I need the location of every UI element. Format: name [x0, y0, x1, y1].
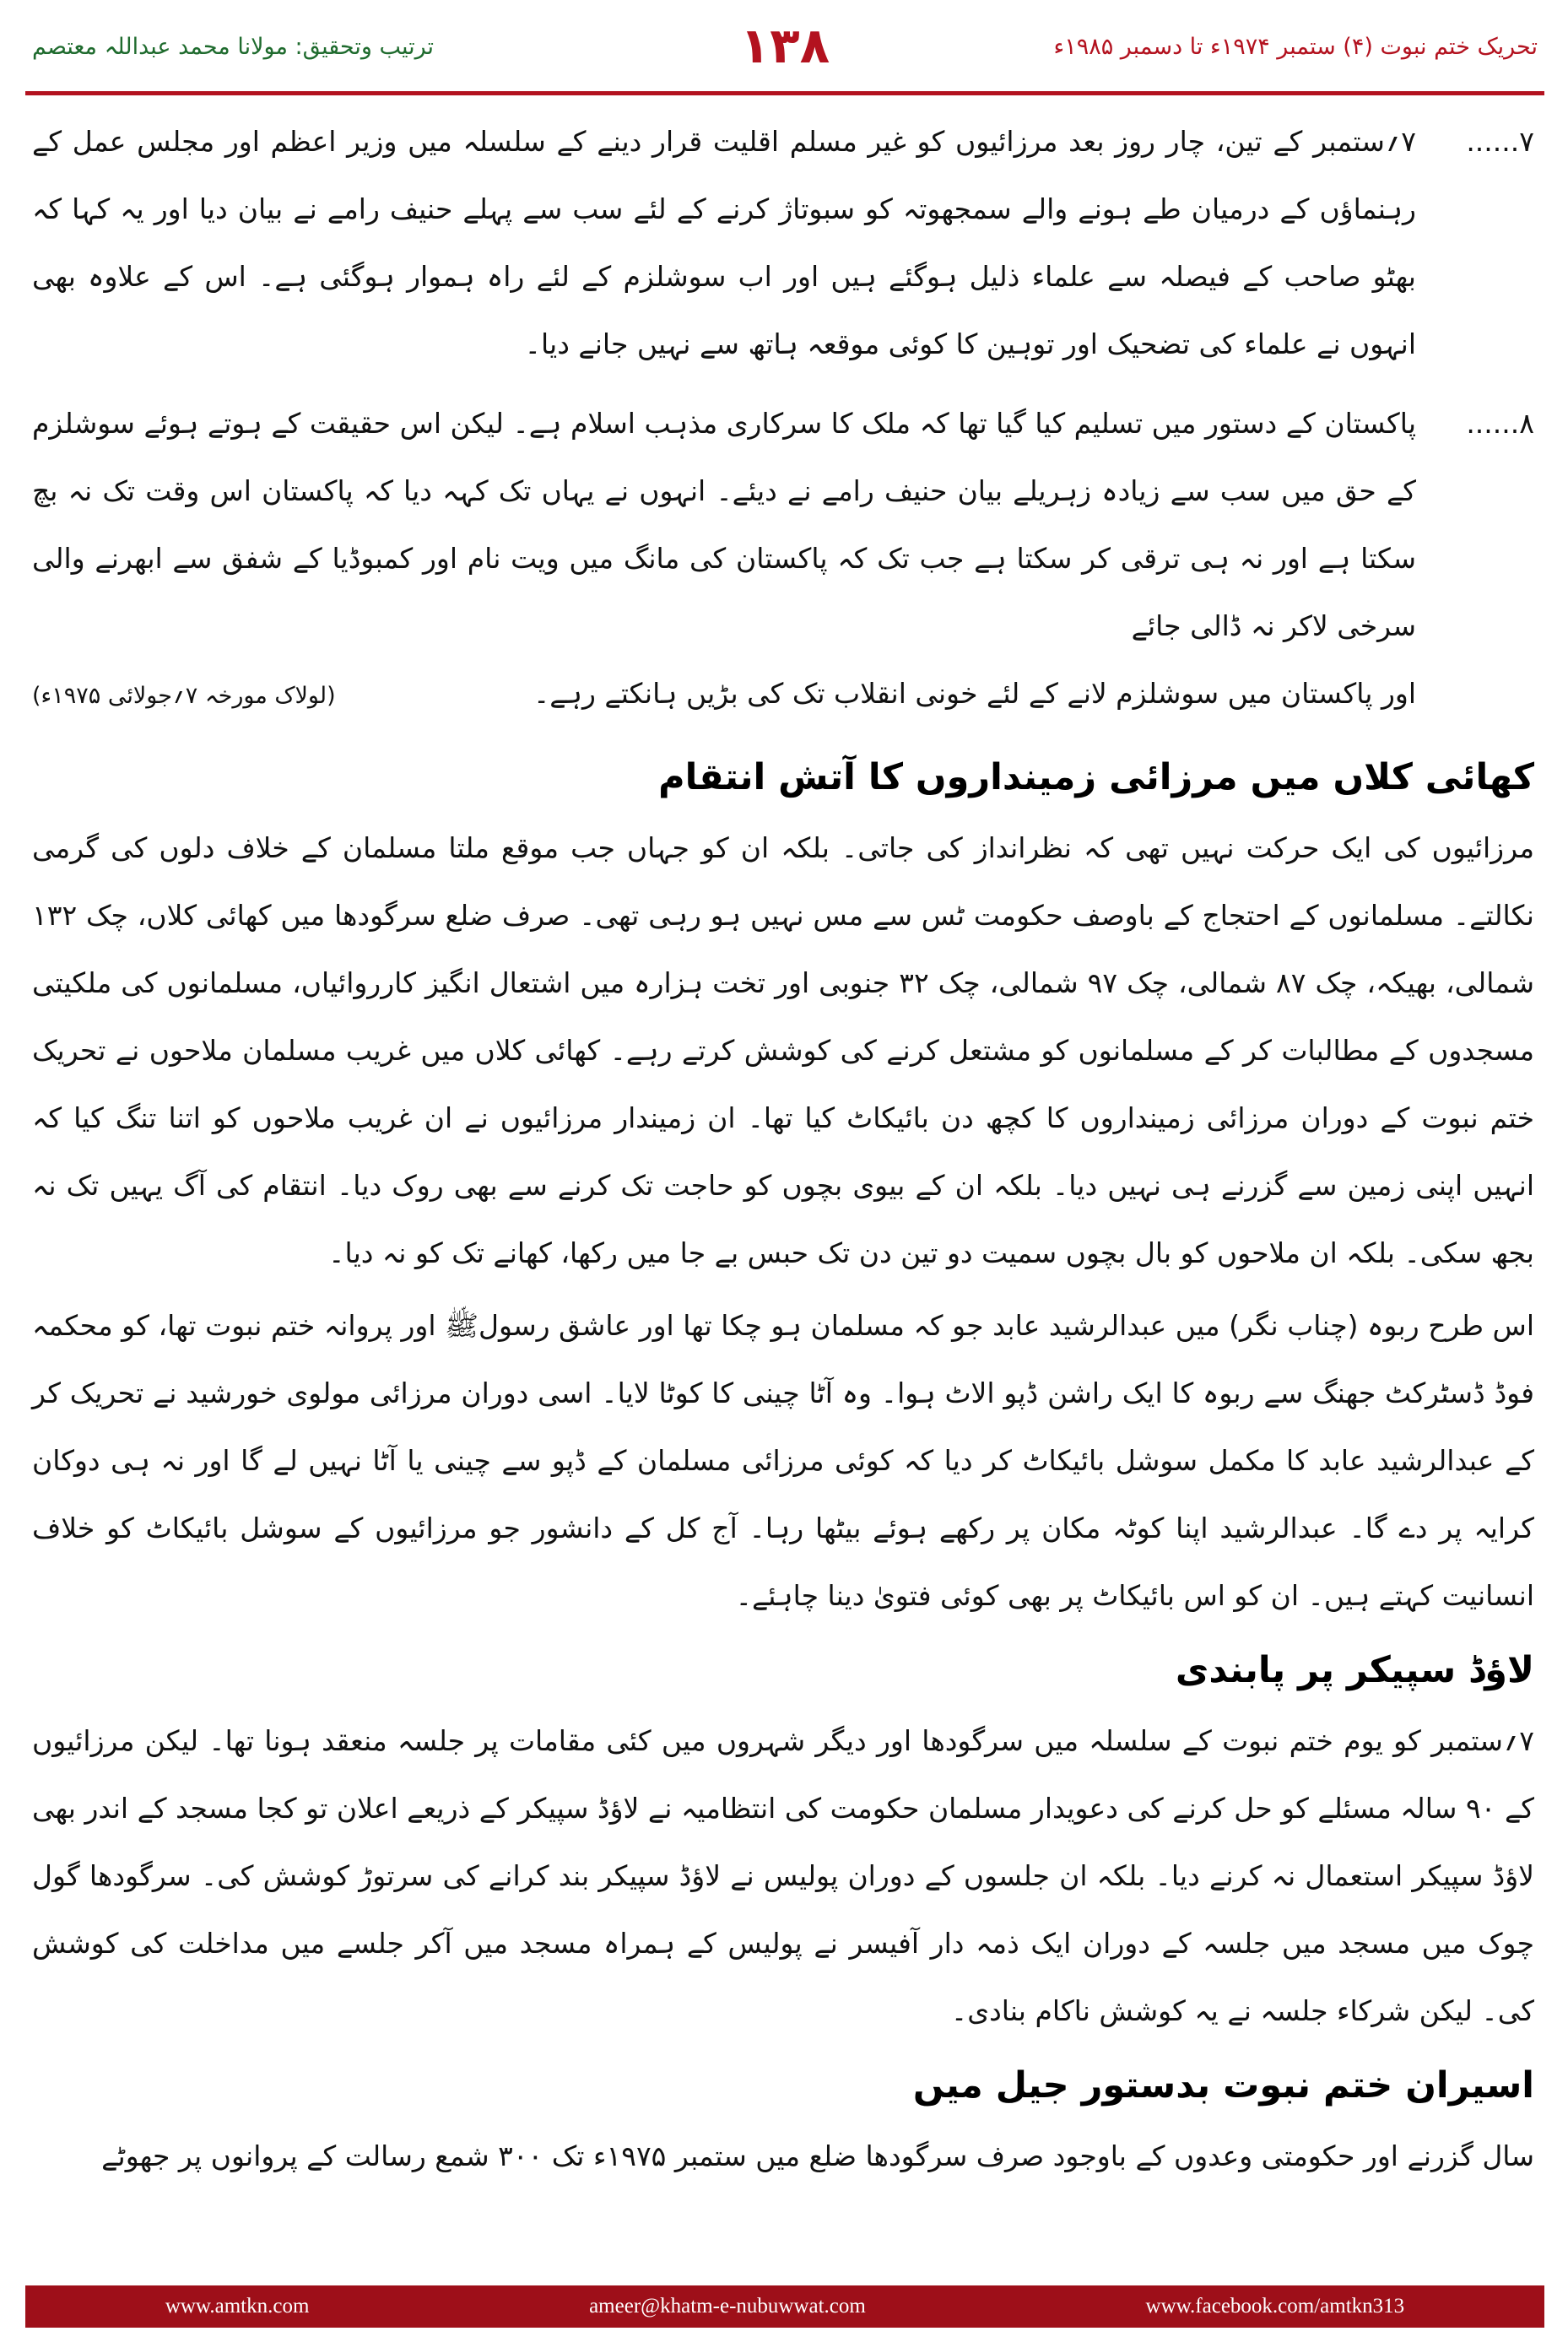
paragraph-text: پاکستان کے دستور میں تسلیم کیا گیا تھا کہ ملک کا سرکاری مذہب اسلام ہے۔ لیکن اس حقیقت کے ہوتے ہوئے سوشلزم کے حق میں سب سے زیادہ زہریلے بیان حنیف رامے نے دیئے۔ انہوں نے یہاں تک کہہ دیا کہ پاکستان اس وقت تک نہ بچ سکتا ہے اور نہ ہی ترقی کر سکتا ہے جب تک کہ پاکستان کی مانگ میں ویت نام اور کمبوڈیا کے شفق سے ابھرنے والی سرخی لاکر نہ ڈالی جائے	[32, 407, 1416, 642]
citation-reference: (لولاک مورخہ ۷؍جولائی ۱۹۷۵ء)	[32, 683, 336, 709]
section-heading: اسیران ختم نبوت بدستور جیل میں	[912, 2064, 1534, 2107]
paragraph-last-line: اور پاکستان میں سوشلزم لانے کے لئے خونی انقلاب تک کی بڑیں ہانکتے رہے۔	[533, 677, 1416, 710]
compiler-credit: ترتیب وتحقیق: مولانا محمد عبداللہ معتصم	[32, 34, 435, 60]
book-title: تحریک ختم نبوت (۴) ستمبر ۱۹۷۴ء تا دسمبر ۱۹۸۵ء	[1053, 34, 1538, 60]
body-paragraph: اس طرح ربوہ (چناب نگر) میں عبدالرشید عابد جو کہ مسلمان ہو چکا تھا اور عاشق رسولﷺ اور پروانہ ختم نبوت تھا، کو محکمہ فوڈ ڈسٹرکٹ جھنگ سے ربوہ کا ایک راشن ڈپو الاٹ ہوا۔ وہ آٹا چینی کا کوٹا لایا۔ اسی دوران مرزائی مولوی خورشید نے تحریک کر کے عبدالرشید عابد کا مکمل سوشل بائیکاٹ کر دیا کہ کوئی مرزائی مسلمان کے ڈپو سے چینی یا آٹا نہیں لے گا اور نہ ہی دوکان کرایہ پر دے گا۔ عبدالرشید اپنا کوٹہ مکان پر رکھے ہوئے بیٹھا رہا۔ آج کل کے دانشور جو مرزائیوں کے سوشل بائیکاٹ کو خلاف انسانیت کہتے ہیں۔ ان کو اس بائیکاٹ پر بھی کوئی فتویٰ دینا چاہئے۔	[32, 1309, 1534, 1612]
header-divider	[25, 91, 1544, 95]
paragraph-number: ۷......	[1466, 125, 1534, 158]
page-body	[32, 108, 1534, 2195]
page-header	[25, 17, 1544, 84]
paragraph-number: ۸......	[1466, 407, 1534, 440]
facebook-link[interactable]: www.facebook.com/amtkn313	[1145, 2295, 1405, 2318]
numbered-paragraph	[32, 390, 1534, 730]
page-footer	[25, 2285, 1544, 2328]
section-heading: لاؤڈ سپیکر پر پابندی	[1175, 1649, 1534, 1691]
citation-line	[32, 660, 1416, 730]
website-link[interactable]: www.amtkn.com	[165, 2295, 310, 2318]
email-link[interactable]: ameer@khatm-e-nubuwwat.com	[589, 2295, 866, 2318]
numbered-paragraph	[32, 108, 1534, 378]
paragraph-text: ۷؍ستمبر کے تین، چار روز بعد مرزائیوں کو غیر مسلم اقلیت قرار دینے کے سلسلہ میں وزیر اعظم اور مجلس عمل کے رہنماؤں کے درمیان طے ہونے والے سمجھوتہ کو سبوتاژ کرنے کے لئے سب سے پہلے حنیف رامے نے بیان دیا اور یہ کہا کہ بھٹو صاحب کے فیصلہ سے علماء ذلیل ہوگئے ہیں اور اب سوشلزم کے لئے راہ ہموار ہوگئی ہے۔ اس کے علاوہ بھی انہوں نے علماء کی تضحیک اور توہین کا کوئی موقعہ ہاتھ سے نہیں جانے دیا۔	[32, 125, 1416, 360]
body-paragraph: سال گزرنے اور حکومتی وعدوں کے باوجود صرف سرگودھا ضلع میں ستمبر ۱۹۷۵ء تک ۳۰۰ شمع رسالت کے پروانوں پر جھوٹے	[101, 2139, 1534, 2172]
page-number: ۱۳۸	[739, 17, 830, 74]
body-paragraph: مرزائیوں کی ایک حرکت نہیں تھی کہ نظرانداز کی جاتی۔ بلکہ ان کو جہاں جب موقع ملتا مسلمان کے خلاف دلوں کی گرمی نکالتے۔ مسلمانوں کے احتجاج کے باوصف حکومت ٹس سے مس نہیں ہو رہی تھی۔ صرف ضلع سرگودھا میں کھائی کلاں، چک ۱۳۲ شمالی، بھیکہ، چک ۸۷ شمالی، چک ۹۷ شمالی، چک ۳۲ جنوبی اور تخت ہزارہ میں اشتعال انگیز کارروائیاں، مسلمانوں کی ملکیتی مسجدوں کے مطالبات کر کے مسلمانوں کو مشتعل کرنے کی کوشش کرتے رہے۔ کھائی کلاں میں غریب مسلمان ملاحوں نے تحریک ختم نبوت کے دوران مرزائی زمینداروں کا کچھ دن بائیکاٹ کیا تھا۔ ان زمیندار مرزائیوں نے ان غریب ملاحوں کو اتنا تنگ کیا کہ انہیں اپنی زمین سے گزرنے ہی نہیں دیا۔ بلکہ ان کے بیوی بچوں کو حاجت تک کرنے سے بھی روک دیا۔ انتقام کی آگ یہیں تک نہ بجھ سکی۔ بلکہ ان ملاحوں کو بال بچوں سمیت دو تین دن تک حبس بے جا میں رکھا، کھانے تک کو نہ دیا۔	[32, 831, 1534, 1269]
body-paragraph: ۷؍ستمبر کو یوم ختم نبوت کے سلسلہ میں سرگودھا اور دیگر شہروں میں کئی مقامات پر جلسہ منعقد ہونا تھا۔ لیکن مرزائیوں کے ۹۰ سالہ مسئلے کو حل کرنے کی دعویدار مسلمان حکومت کی انتظامیہ نے لاؤڈ سپیکر کے ذریعے اعلان تو کجا مسجد کے اندر بھی لاؤڈ سپیکر استعمال نہ کرنے دیا۔ بلکہ ان جلسوں کے دوران پولیس نے لاؤڈ سپیکر بند کرانے کی سرتوڑ کوشش کی۔ سرگودھا گول چوک میں مسجد میں جلسہ کے دوران ایک ذمہ دار آفیسر نے پولیس کے ہمراہ مسجد میں آکر جلسے میں مداخلت کی کوشش کی۔ لیکن شرکاء جلسہ نے یہ کوشش ناکام بنادی۔	[32, 1724, 1534, 2027]
section-heading: کھائی کلاں میں مرزائی زمینداروں کا آتش انتقام	[658, 756, 1534, 798]
